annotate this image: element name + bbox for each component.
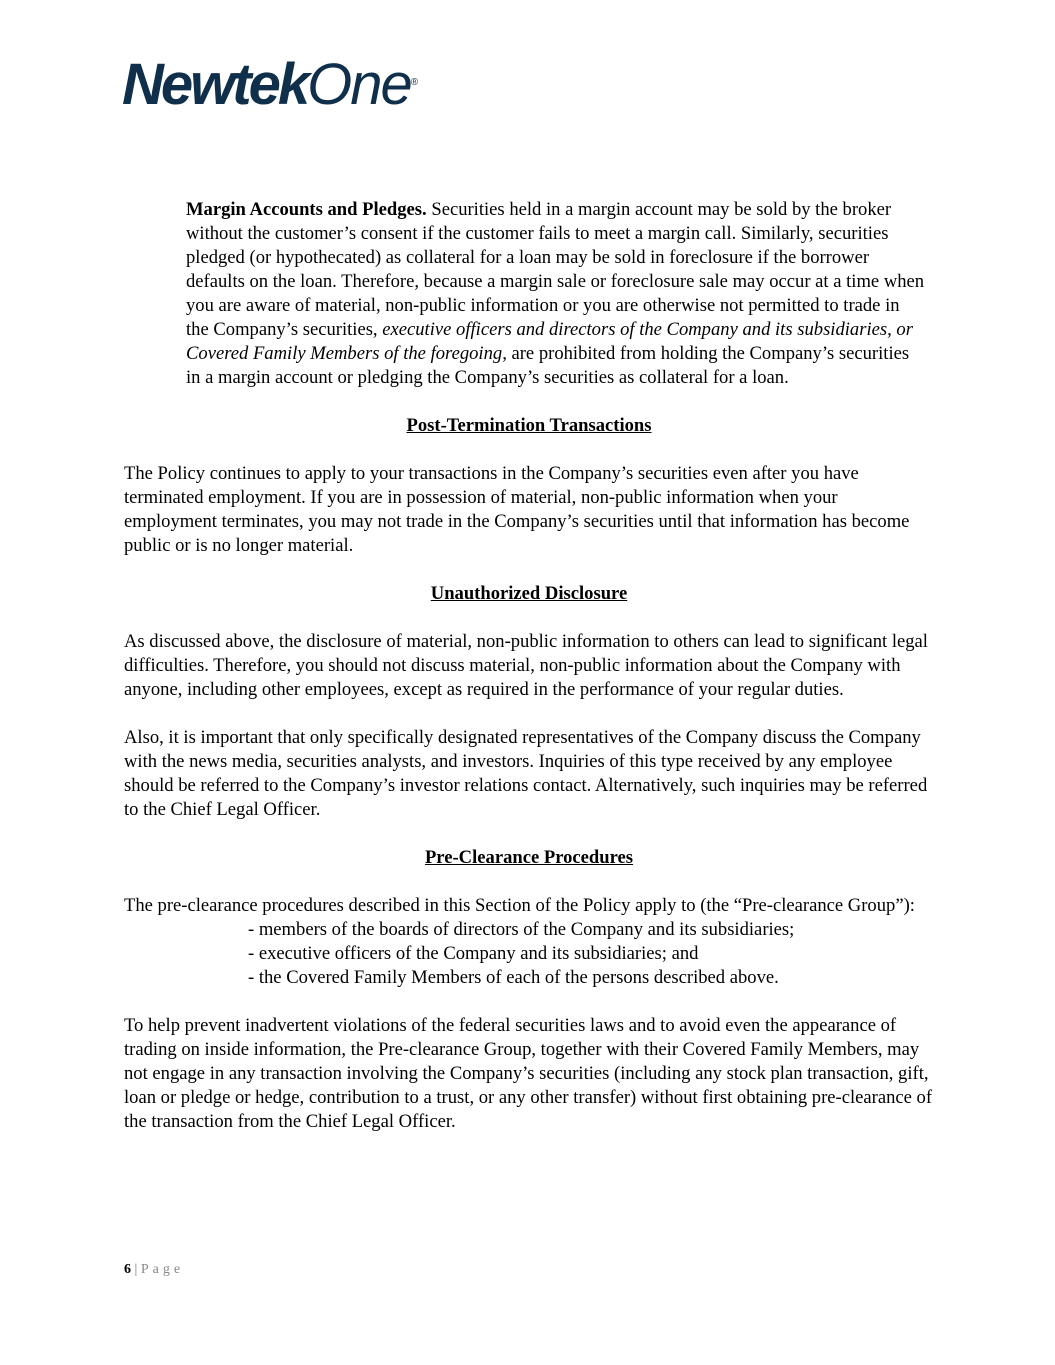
post-termination-heading: Post-Termination Transactions — [406, 415, 652, 436]
unauthorized-disclosure-heading: Unauthorized Disclosure — [430, 583, 628, 604]
post-termination-paragraph: The Policy continues to apply to your transactions in the Company’s securities even after you have terminated employment. If you are in possession of material, non-public information when your employment terminates, you may not trade in the Company’s securities until that information has become public or is no longer material. — [124, 463, 910, 556]
list-item: - members of the boards of directors of the Company and its subsidiaries; — [248, 919, 795, 940]
pre-clearance-heading: Pre-Clearance Procedures — [424, 847, 634, 868]
footer-separator: | — [131, 1262, 141, 1277]
unauthorized-paragraph-2: Also, it is important that only specifically designated representatives of the Company discuss the Company with the news media, securities analysts, and investors. Inquiries of this type received by any employee should be referred to the Company’s investor relations contact. Alternatively, such inquiries may be referred to the Chief Legal Officer. — [124, 727, 928, 820]
margin-text: Securities held in a margin account may be sold by the broker without the customer’s consent if the customer fails to meet a margin call. Similarly, securities pledged (or hypothecated) as collateral for a loan may be sold in foreclosure if the borrower defaults on the loan. Therefore, because a margin sale or foreclosure sale may occur at a time when you are aware of material, non-public information or you are otherwise not permitted to trade in the Company’s securities, — [186, 199, 925, 340]
margin-text-end: are prohibited from holding the Company’s securities in a margin account or pledging the Company’s securities as collateral for a loan. — [186, 343, 910, 388]
unauthorized-paragraph-1: As discussed above, the disclosure of material, non-public information to others can lead to significant legal difficulties. Therefore, you should not discuss material, non-public information about the Company with anyone, including other employees, except as required in the performance of your regular duties. — [124, 631, 928, 700]
page-footer — [124, 1262, 184, 1278]
logo-bold: Newtek — [122, 52, 308, 117]
page-label: Page — [140, 1262, 185, 1277]
margin-accounts-paragraph — [186, 198, 926, 390]
newtekone-logo — [122, 52, 419, 117]
pre-clearance-paragraph: To help prevent inadvertent violations of the federal securities laws and to avoid even the appearance of trading on inside information, the Pre-clearance Group, together with their Covered Family Members, may not engage in any transaction involving the Company’s securities (including any stock plan transaction, gift, loan or pledge or hedge, contribution to a trust, or any other transfer) without first obtaining pre-clearance of the transaction from the Chief Legal Officer. — [124, 1015, 933, 1132]
list-item: - executive officers of the Company and its subsidiaries; and — [248, 943, 699, 964]
pre-clearance-group-list — [124, 918, 934, 990]
margin-title: Margin Accounts and Pledges. — [186, 199, 427, 220]
list-item: - the Covered Family Members of each of the persons described above. — [248, 967, 779, 988]
margin-italic: executive officers and directors of the Company and its subsidiaries, or Covered Family Members of the foregoing, — [186, 319, 913, 364]
page-number: 6 — [124, 1262, 131, 1277]
document-body — [124, 198, 934, 1158]
logo-light: One — [307, 52, 411, 117]
registered-mark: ® — [410, 77, 419, 88]
pre-clearance-intro: The pre-clearance procedures described in this Section of the Policy apply to (the “Pre-clearance Group”): — [124, 895, 915, 916]
